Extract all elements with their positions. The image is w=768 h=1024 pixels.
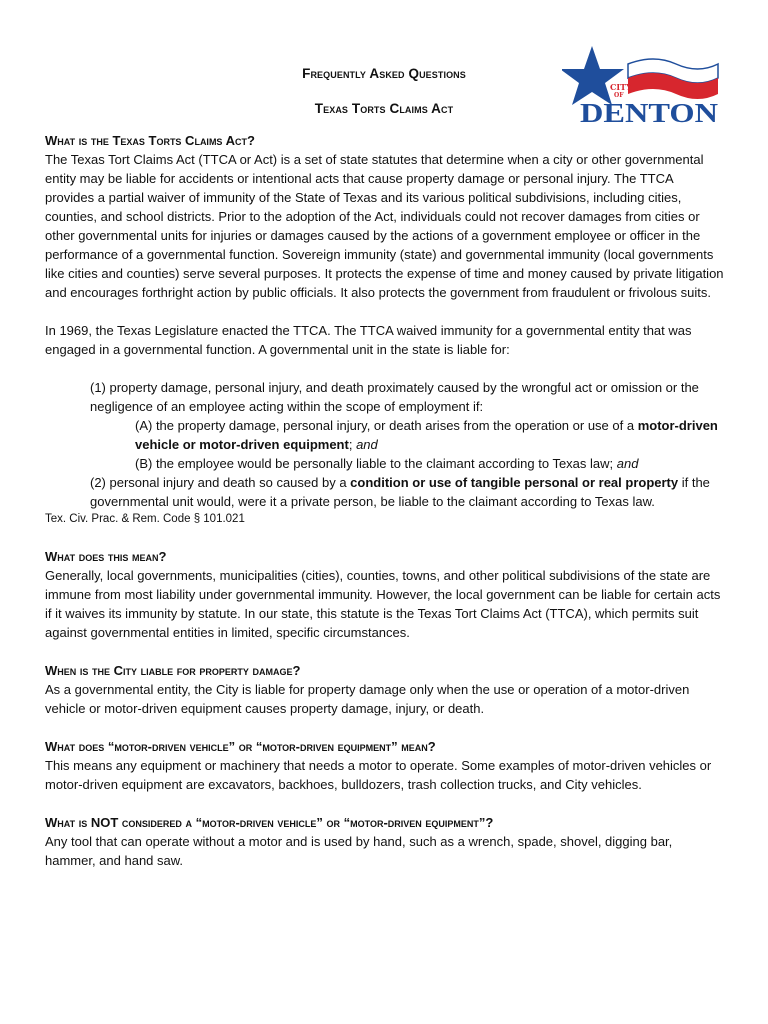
citation: Tex. Civ. Prac. & Rem. Code § 101.021: [45, 513, 245, 525]
paragraph: As a governmental entity, the City is liable for property damage only when the use or operation of a motor-driven vehicle or motor-driven equipment causes property damage, injury, or death.: [45, 682, 690, 716]
section-heading: What is NOT considered a “motor-driven vehicle” or “motor-driven equipment”?: [45, 815, 494, 830]
section-heading: What is the Texas Torts Claims Act?: [45, 133, 255, 148]
list-item: (A) the property damage, personal injury, or death arises from the operation or use of a motor-driven vehicle or motor-driven equipment; and: [135, 418, 718, 452]
svg-text:OF: OF: [614, 92, 624, 99]
svg-text:DENTON: DENTON: [580, 98, 719, 126]
paragraph: This means any equipment or machinery that needs a motor to operate. Some examples of motor-driven vehicles or motor-driven equipment are excavators, backhoes, bulldozers, trash collection trucks, and City vehicles.: [45, 758, 712, 792]
list-item: (B) the employee would be personally liable to the claimant according to Texas law; and: [135, 456, 639, 471]
document-subtitle: Texas Torts Claims Act: [314, 101, 454, 116]
section-heading: When is the City liable for property damage?: [45, 663, 301, 678]
paragraph: The Texas Tort Claims Act (TTCA or Act) is a set of state statutes that determine when a city or other governmental entity may be liable for accidents or intentional acts that cause property damage or personal injury. The TTCA provides a partial waiver of immunity of the State of Texas and its various political subdivisions, including cities, counties, and school districts. Prior to the adoption of the Act, individuals could not recover damages from cities or other governmental units for injuries or damages caused by the actions of a government employee or officer in the performance of a governmental function. Sovereign immunity (state) and governmental immunity (local governments like cities and counties) serve several purposes. It protects the expense of time and money caused by private litigation and encourages forthright action by public officials. It also protects the government from fraudulent or frivolous suits.: [45, 152, 724, 300]
section-heading: What does this mean?: [45, 549, 167, 564]
paragraph: In 1969, the Texas Legislature enacted the TTCA. The TTCA waived immunity for a governmental entity that was engaged in a governmental function. A governmental unit in the state is liable for:: [45, 323, 692, 357]
paragraph: Generally, local governments, municipalities (cities), counties, towns, and other political subdivisions of the state are immune from most liability under governmental immunity. However, the local government can be liable for certain acts if it waives its immunity by statute. In our state, this statute is the Texas Tort Claims Act (TTCA), which permits suit against governmental entities in limited, specific circumstances.: [45, 568, 721, 640]
list-item: (2) personal injury and death so caused by a condition or use of tangible personal or real property if the governmental unit would, were it a private person, be liable to the claimant according to Texas law.: [90, 475, 710, 509]
paragraph: Any tool that can operate without a motor and is used by hand, such as a wrench, spade, shovel, digging bar, hammer, and hand saw.: [45, 834, 673, 868]
document-title: Frequently Asked Questions: [302, 66, 466, 81]
document-body: [45, 131, 725, 870]
section-heading: What does “motor-driven vehicle” or “motor-driven equipment” mean?: [45, 739, 436, 754]
list-item: (1) property damage, personal injury, and death proximately caused by the wrongful act or omission or the negligence of an employee acting within the scope of employment if:: [90, 380, 699, 414]
city-of-denton-logo: [562, 42, 720, 126]
svg-text:CITY: CITY: [610, 82, 632, 92]
